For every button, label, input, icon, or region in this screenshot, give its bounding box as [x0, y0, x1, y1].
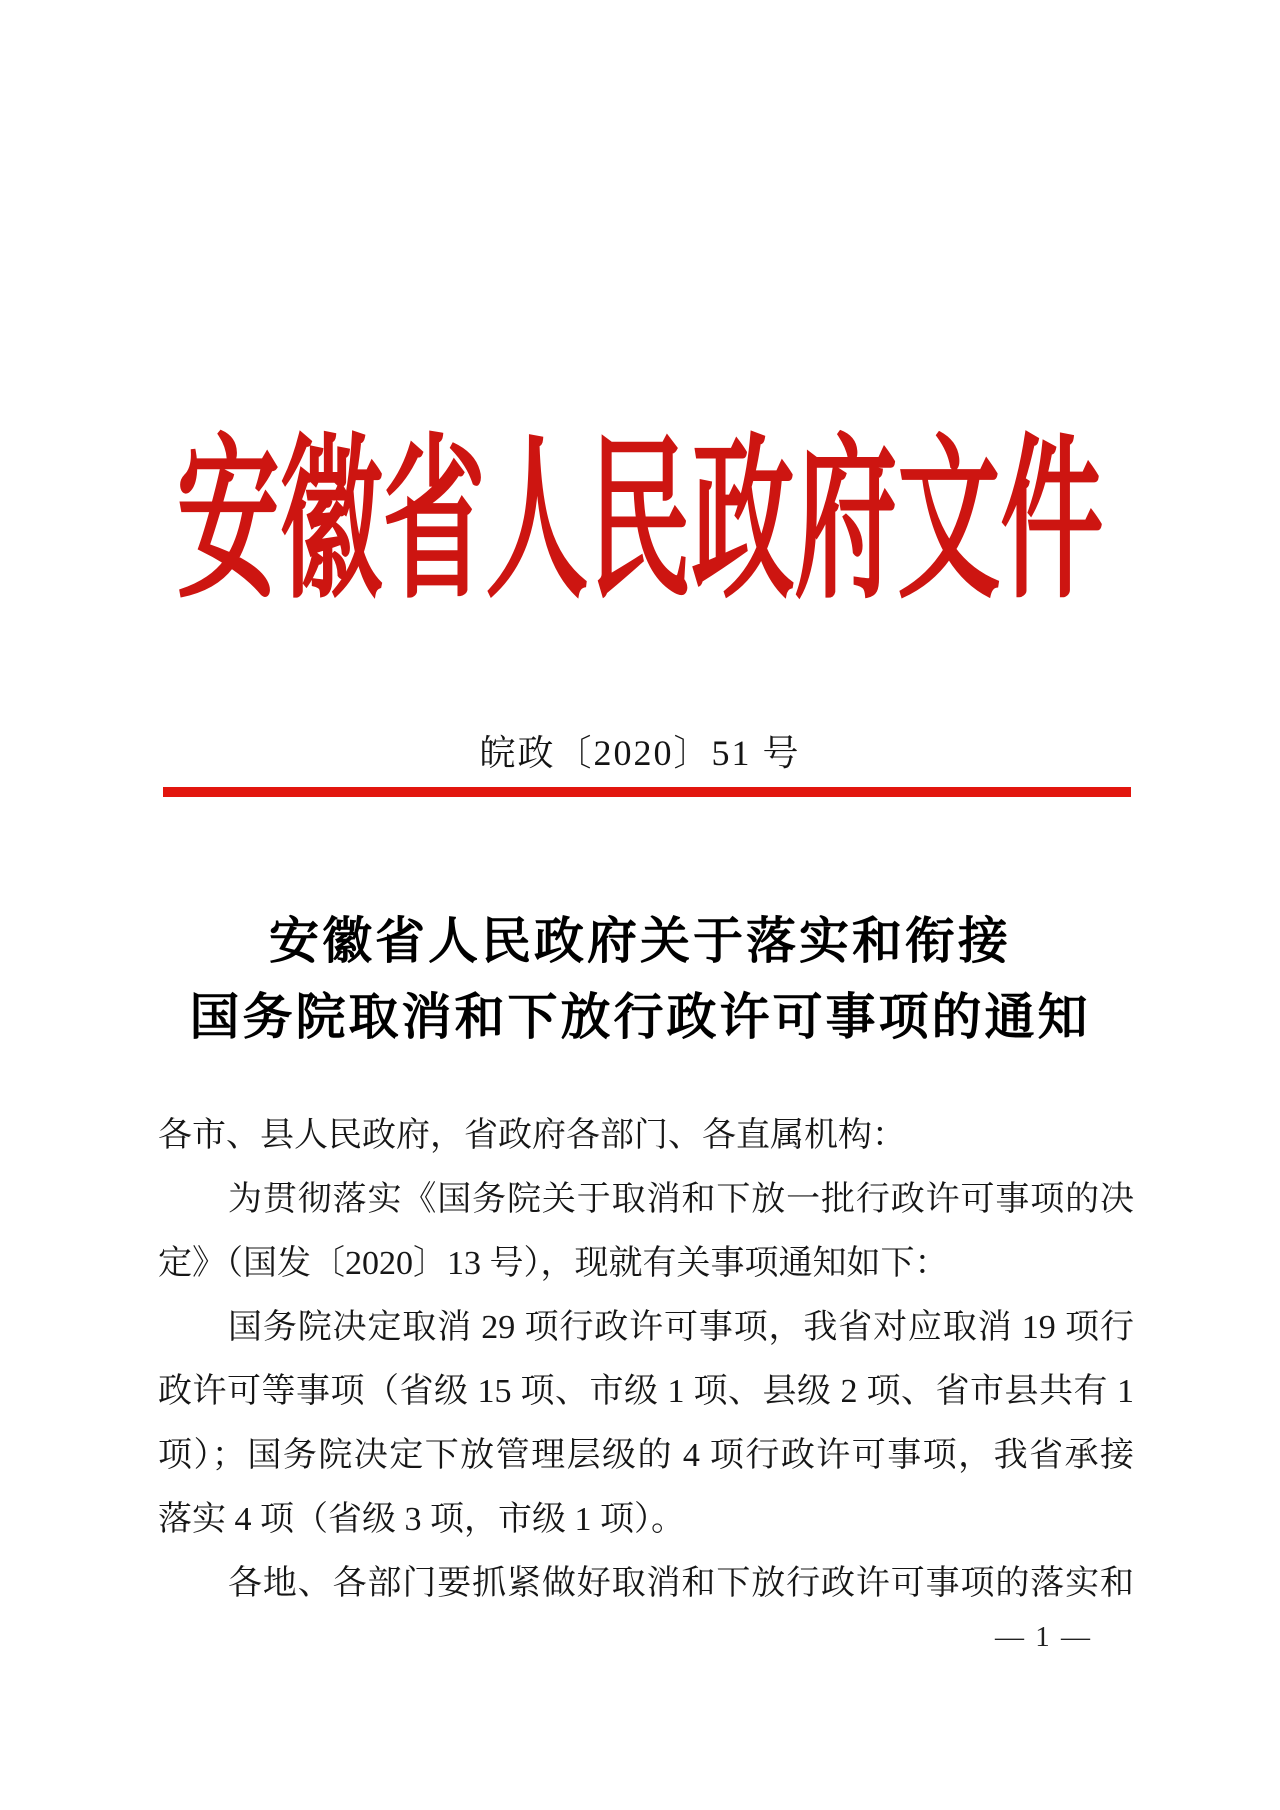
letterhead-title: 安徽省人民政府文件 [176, 425, 1104, 620]
body-line: 国务院决定取消 29 项行政许可事项，我省对应取消 19 项行 [228, 1309, 1134, 1346]
document-title-line-1: 安徽省人民政府关于落实和衔接 [269, 913, 1011, 969]
body-line-salutation: 各市、县人民政府，省政府各部门、各直属机构： [158, 1117, 906, 1154]
red-divider-rule [163, 787, 1131, 797]
body-line: 政许可等事项（省级 15 项、市级 1 项、县级 2 项、省市县共有 1 [158, 1373, 1134, 1410]
body-line: 各地、各部门要抓紧做好取消和下放行政许可事项的落实和 [228, 1565, 1134, 1602]
body-line: 项）；国务院决定下放管理层级的 4 项行政许可事项，我省承接 [158, 1437, 1134, 1474]
body-line: 为贯彻落实《国务院关于取消和下放一批行政许可事项的决 [228, 1181, 1134, 1218]
document-body [158, 1104, 1134, 1616]
document-title-line-2: 国务院取消和下放行政许可事项的通知 [189, 989, 1091, 1045]
letterhead-banner [0, 425, 1280, 620]
document-title [0, 903, 1280, 1055]
body-line: 落实 4 项（省级 3 项，市级 1 项）。 [158, 1501, 685, 1538]
document-number: 皖政〔2020〕51 号 [479, 733, 801, 773]
body-line: 定》（国发〔2020〕13 号），现就有关事项通知如下： [158, 1245, 949, 1282]
page-number: — 1 — [995, 1621, 1092, 1653]
